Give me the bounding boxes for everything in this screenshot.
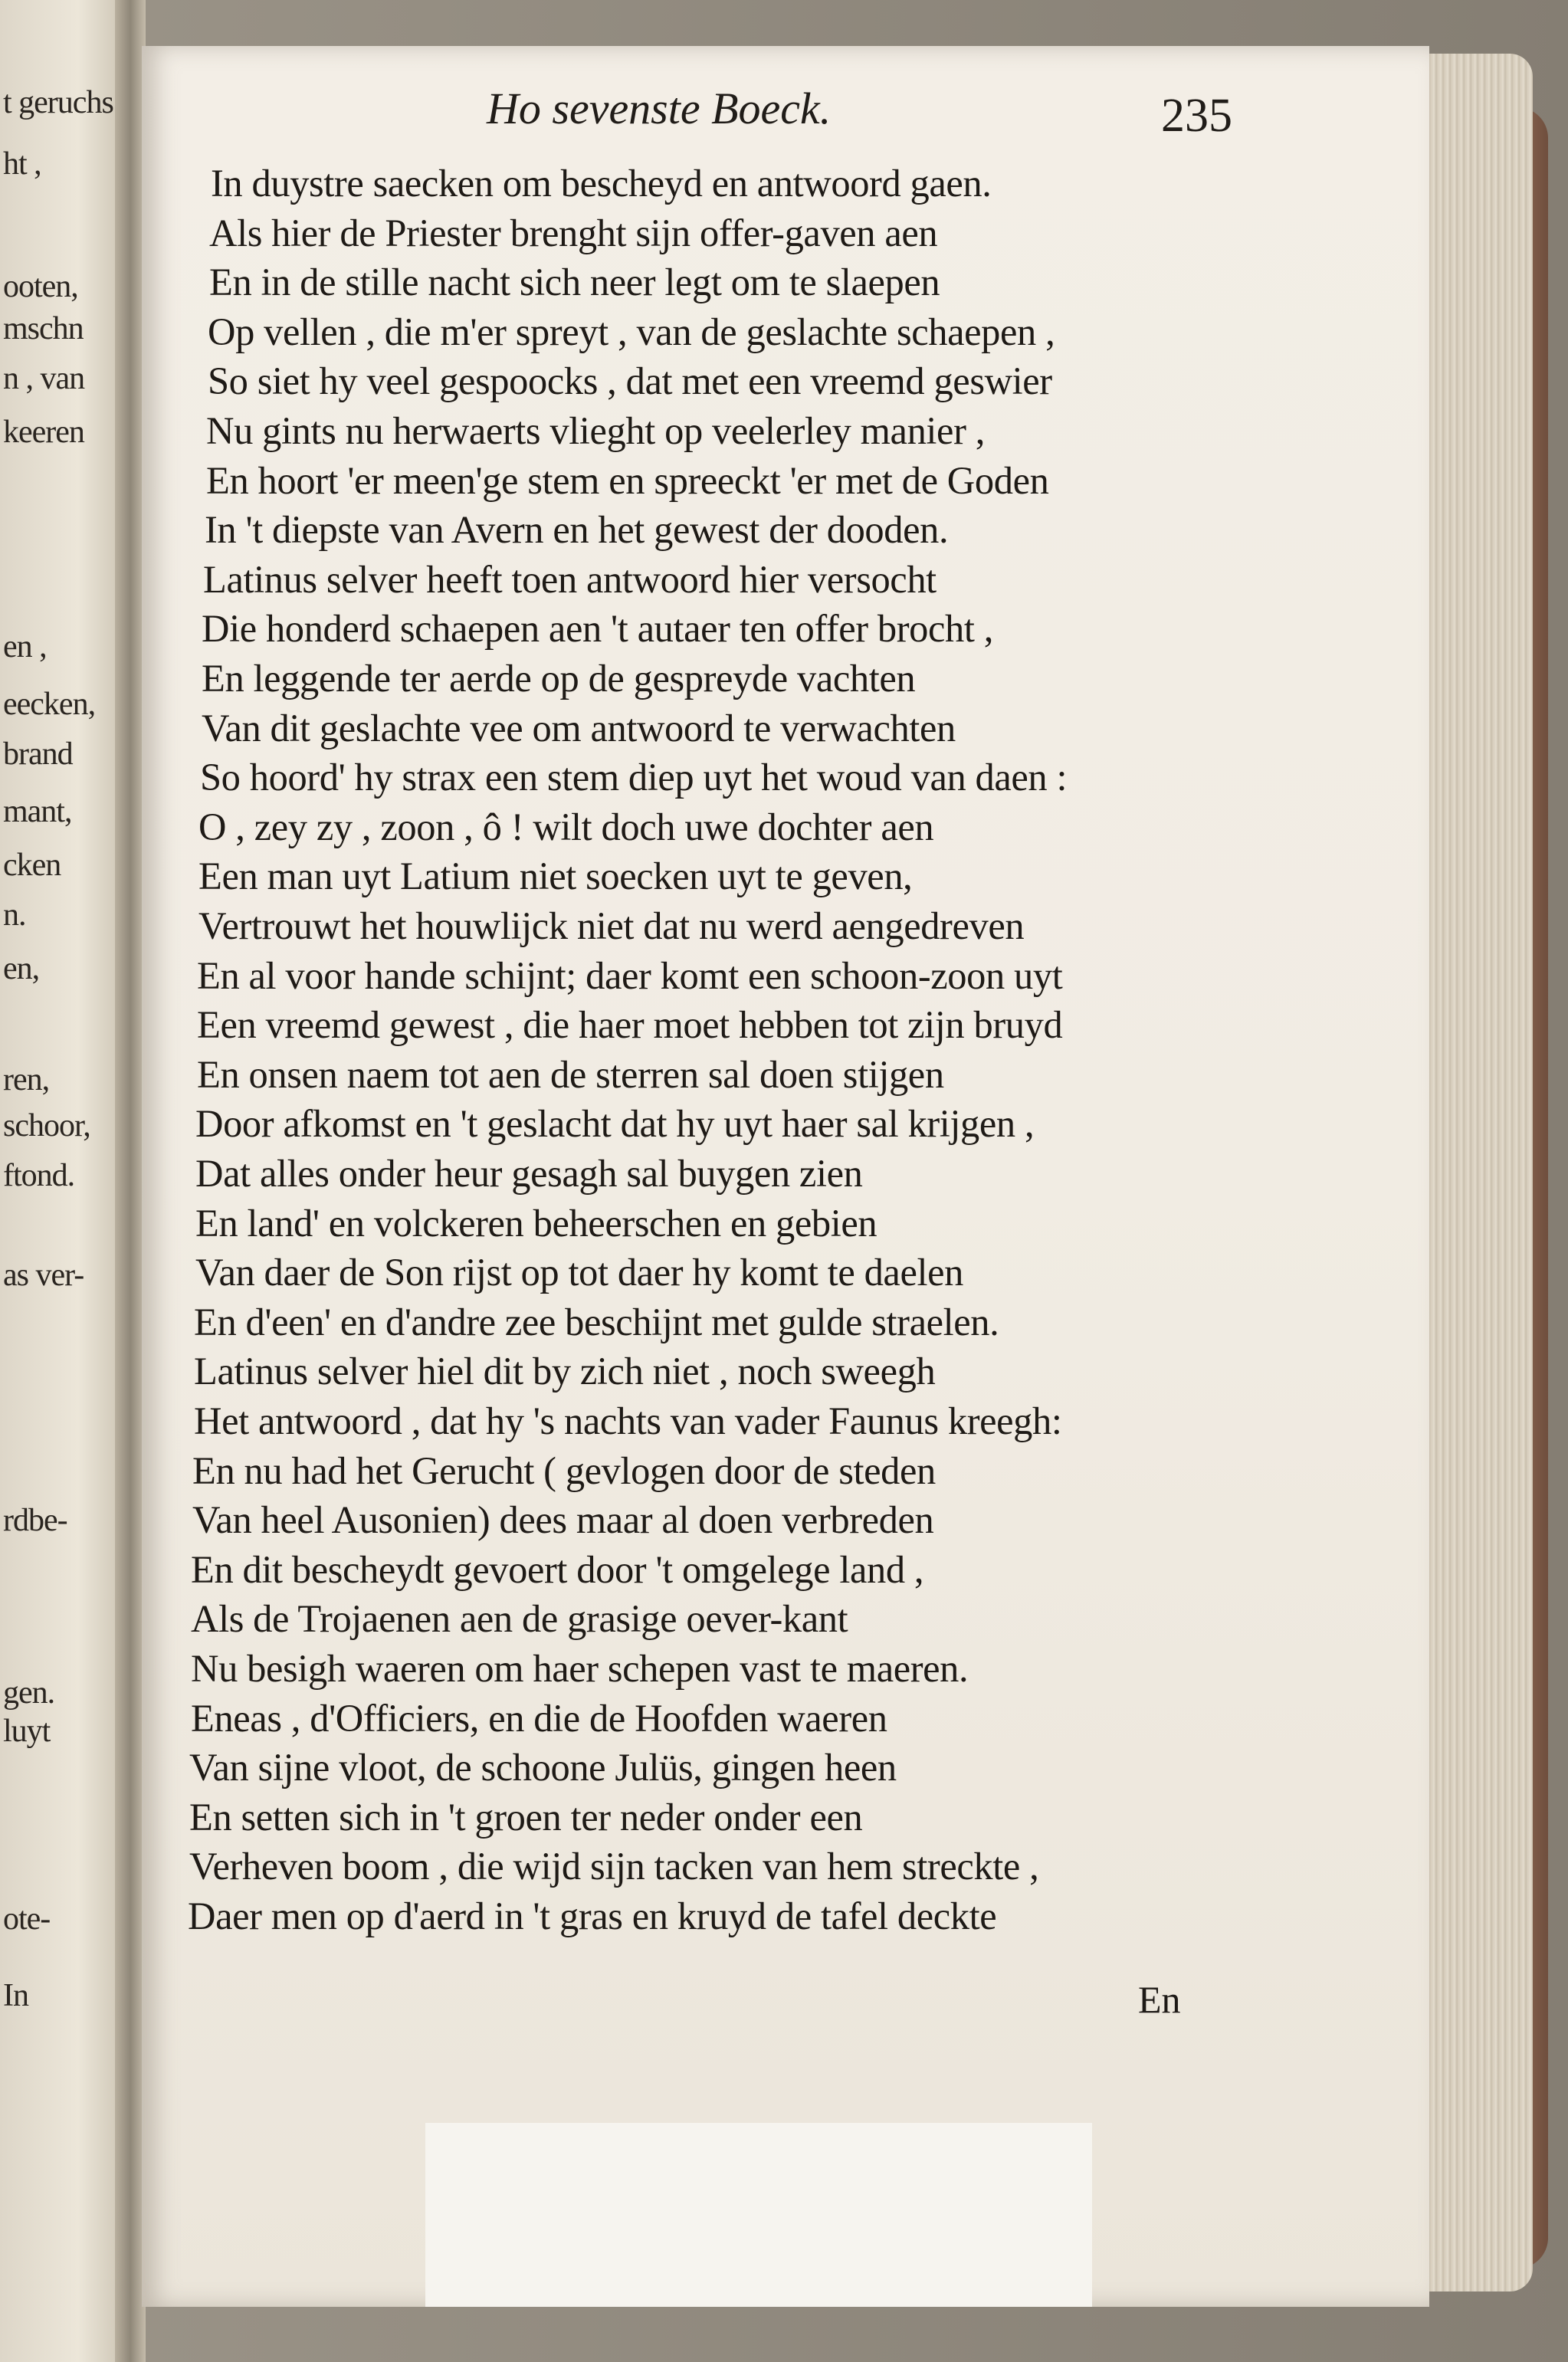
verse-line: Vertrouwt het houwlijck niet dat nu werd aengedreven [198, 904, 1025, 947]
facing-page [0, 0, 130, 2362]
verse-line: En hoort 'er meen'ge stem en spreeckt 'er met de Goden [206, 458, 1049, 502]
facing-page-fragment: mant, [3, 794, 72, 829]
facing-page-fragment: t geruchs [3, 85, 113, 120]
verse-line: En nu had het Gerucht ( gevlogen door de steden [192, 1448, 936, 1492]
verse-line: Nu besigh waeren om haer schepen vast te maeren. [191, 1647, 969, 1690]
verse-line: Een man uyt Latium niet soecken uyt te geven, [198, 855, 913, 898]
verse-line: Van daer de Son rijst op tot daer hy komt te daelen [195, 1251, 963, 1294]
facing-page-fragment: n , van [3, 361, 85, 396]
verse-line: Het antwoord , dat hy 's nachts van vader Faunus kreegh: [194, 1399, 1062, 1442]
verse-line: Een vreemd gewest , die haer moet hebben tot zijn bruyd [197, 1003, 1063, 1047]
facing-page-fragment: cken [3, 848, 61, 883]
facing-page-fragment: keeren [3, 415, 84, 450]
facing-page-fragment: schoor, [3, 1108, 90, 1143]
verse-line: So hoord' hy strax een stem diep uyt het woud van daen : [200, 756, 1068, 799]
verse-line: Op vellen , die m'er spreyt , van de geslachte schaepen , [208, 310, 1055, 353]
facing-page-fragment: mschn [3, 311, 84, 346]
facing-page-fragment: en , [3, 629, 47, 664]
verse-line: En al voor hande schijnt; daer komt een schoon-zoon uyt [197, 953, 1063, 997]
book-gutter [115, 0, 146, 2362]
verse-line: O , zey zy , zoon , ô ! wilt doch uwe dochter aen [198, 805, 934, 848]
verse-line: Als de Trojaenen aen de grasige oever-kant [191, 1597, 848, 1641]
verse-line: Door afkomst en 't geslacht dat hy uyt haer sal krijgen , [195, 1102, 1035, 1146]
verse-line: En d'een' en d'andre zee beschijnt met gulde straelen. [194, 1300, 999, 1343]
book-page [142, 46, 1429, 2307]
verse-line: En in de stille nacht sich neer legt om te slaepen [209, 261, 940, 304]
verse-line: Dat alles onder heur gesagh sal buygen zien [195, 1152, 863, 1195]
verse-line: In 't diepste van Avern en het gewest der dooden. [205, 508, 949, 552]
catchword: En [1138, 1978, 1181, 2021]
running-head [142, 83, 1429, 144]
verse-line: In duystre saecken om bescheyd en antwoord gaen. [211, 162, 992, 205]
verse-line: Eneas , d'Officiers, en die de Hoofden waeren [191, 1696, 887, 1740]
facing-page-fragment: ooten, [3, 269, 78, 304]
facing-page-fragment: rdbe- [3, 1503, 67, 1538]
facing-page-fragment: as ver- [3, 1258, 84, 1293]
verse-line: So siet hy veel gespoocks , dat met een vreemd geswier [208, 359, 1052, 403]
facing-page-fragment: In [3, 1978, 28, 2013]
verse-line: Daer men op d'aerd in 't gras en kruyd de tafel deckte [188, 1895, 997, 1937]
book-fore-edge [1418, 54, 1533, 2291]
verse-line: Als hier de Priester brenght sijn offer-gaven aen [209, 211, 938, 254]
facing-page-fragment: en, [3, 951, 40, 986]
verse-line: En setten sich in 't groen ter neder onder een [189, 1795, 863, 1839]
facing-page-fragment: ht , [3, 146, 41, 182]
page-number: 235 [1161, 90, 1232, 142]
verse-line: En land' en volckeren beheerschen en gebien [195, 1201, 877, 1245]
facing-page-fragment: gen. [3, 1675, 55, 1711]
running-title: Ho sevenste Boeck. [487, 84, 832, 133]
facing-page-fragment: luyt [3, 1714, 51, 1749]
facing-page-fragment: brand [3, 736, 73, 772]
verse-line: En leggende ter aerde op de gespreyde vachten [202, 657, 916, 700]
verse-line: Die honderd schaepen aen 't autaer ten offer brocht , [202, 607, 993, 651]
blank-patch [425, 2123, 1092, 2307]
facing-page-fragment: n. [3, 897, 26, 933]
facing-page-fragment: ren, [3, 1062, 50, 1097]
facing-page-fragment: ote- [3, 1901, 51, 1937]
verse-line: Van sijne vloot, de schoone Julüs, gingen heen [189, 1746, 897, 1790]
verse-line: En onsen naem tot aen de sterren sal doen stijgen [197, 1052, 944, 1096]
verse-line: Latinus selver hiel dit by zich niet , noch sweegh [194, 1350, 936, 1393]
verse-line: Latinus selver heeft toen antwoord hier versocht [203, 557, 937, 601]
verse-line: En dit bescheydt gevoert door 't omgelege land , [191, 1547, 924, 1591]
verse-line: Van dit geslachte vee om antwoord te verwachten [202, 706, 956, 750]
facing-page-fragment: ftond. [3, 1158, 75, 1193]
verse-line: Nu gints nu herwaerts vlieght op veelerley manier , [206, 409, 985, 452]
verse-line: Verheven boom , die wijd sijn tacken van hem streckte , [189, 1845, 1039, 1888]
facing-page-fragment: eecken, [3, 687, 96, 722]
verse-line: Van heel Ausonien) dees maar al doen verbreden [192, 1498, 934, 1542]
